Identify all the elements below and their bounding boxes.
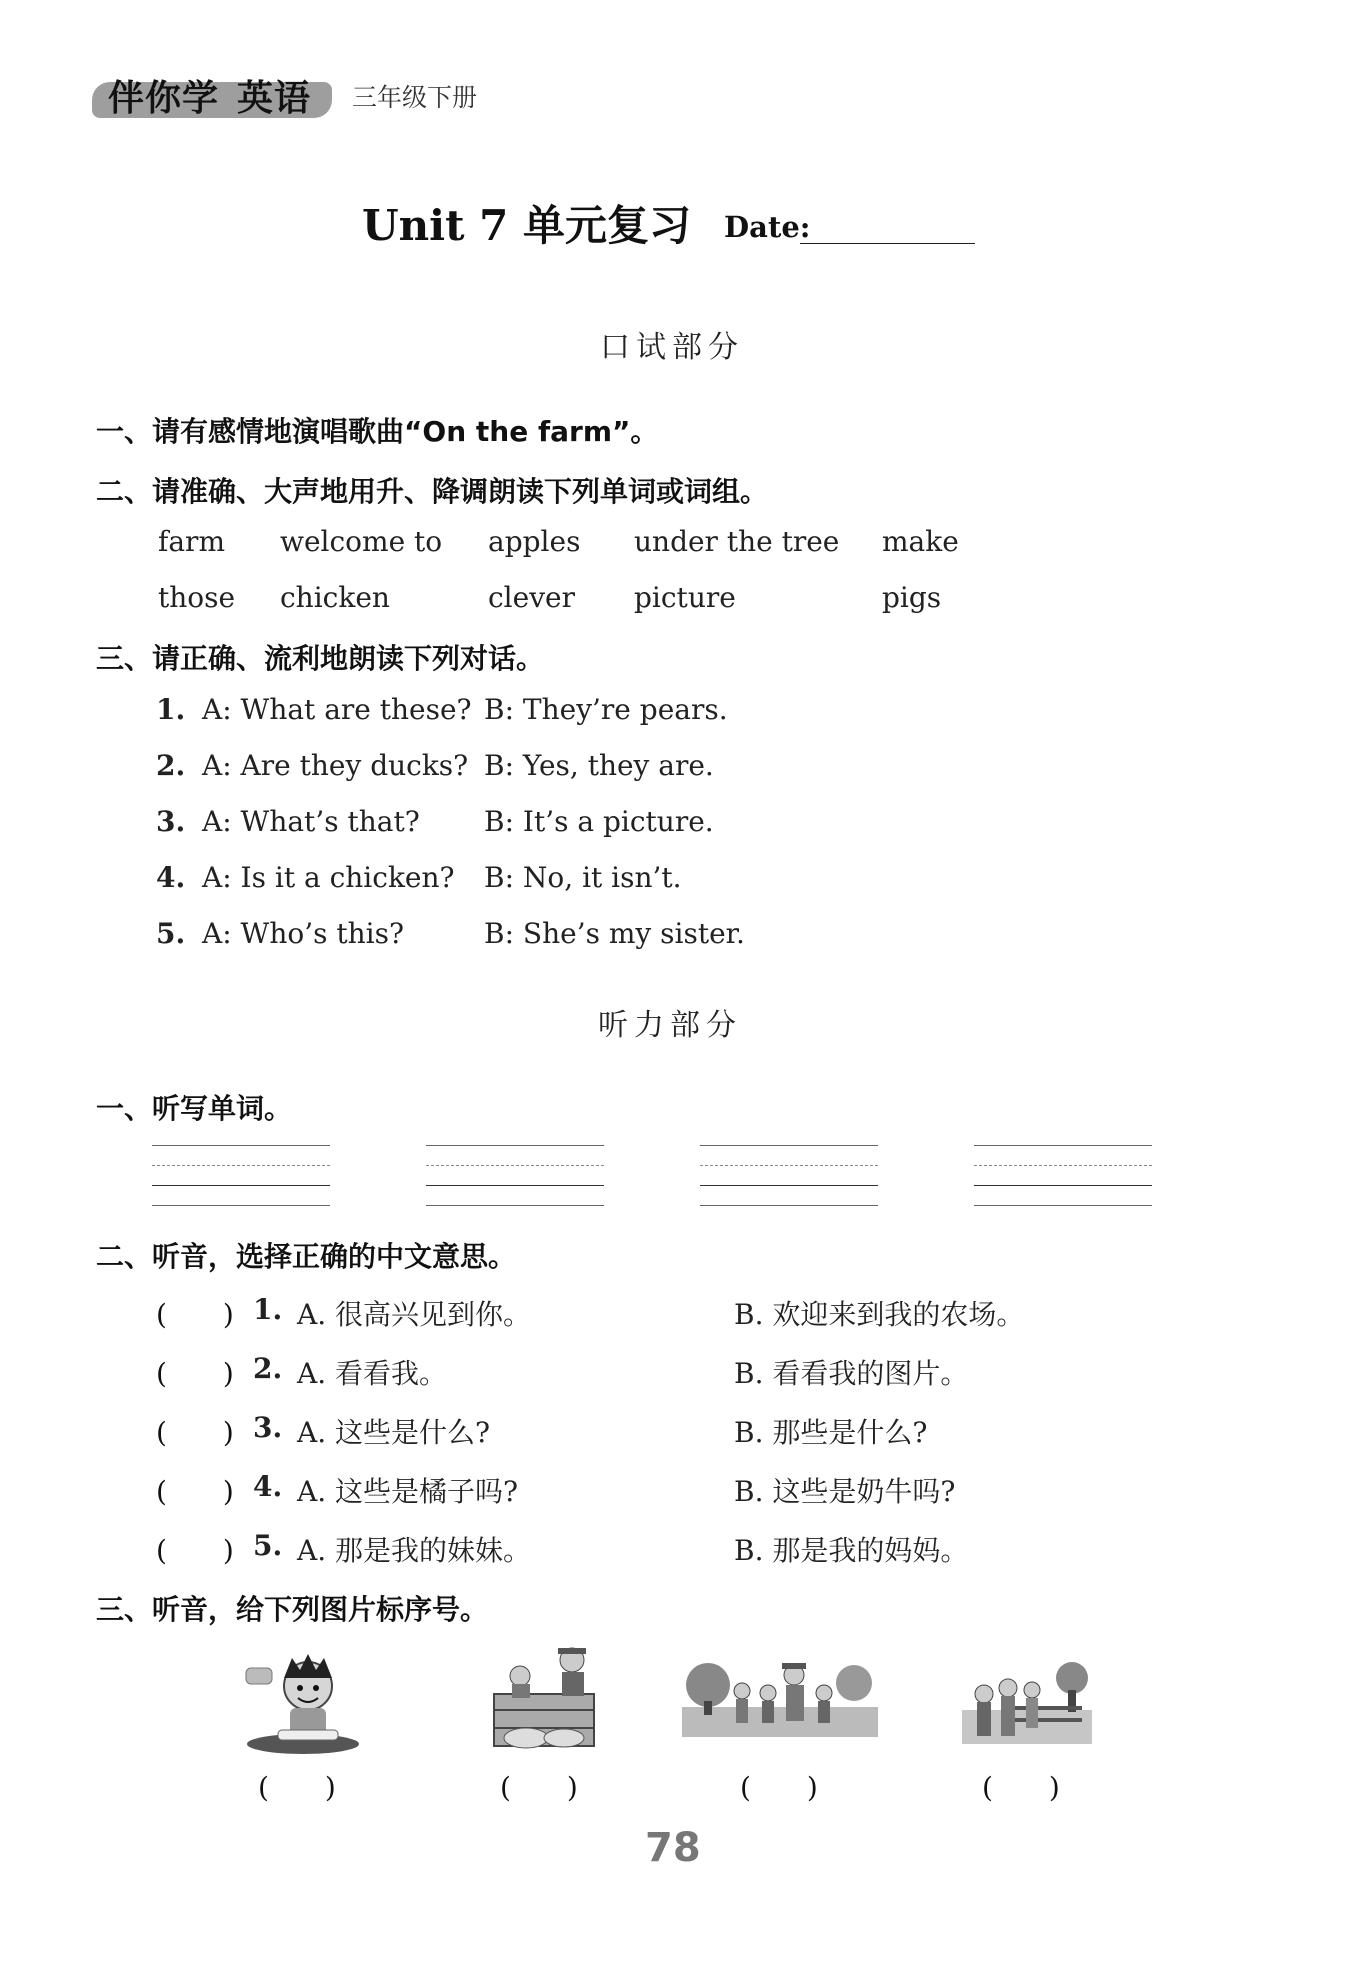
grade-subtitle: 三年级下册: [352, 83, 478, 112]
word-item: make: [882, 525, 959, 558]
date-label: Date:: [724, 210, 811, 244]
answer-parentheses[interactable]: ( ): [156, 1298, 234, 1331]
brand-right: 英语: [237, 78, 312, 119]
oral-section-title: 口试部分: [600, 330, 744, 365]
listening-q1-heading: 一、听写单词。: [96, 1092, 293, 1125]
answer-parentheses[interactable]: ( ): [156, 1416, 234, 1449]
item-number: 2.: [253, 1352, 283, 1385]
answer-parentheses[interactable]: ( ): [156, 1534, 234, 1567]
dialog-number: 3.: [156, 805, 186, 838]
dictation-writing-lines[interactable]: [974, 1145, 1152, 1207]
oral-q2-heading: 二、请准确、大声地用升、降调朗读下列单词或词组。: [96, 475, 769, 508]
word-item: picture: [634, 581, 736, 614]
dictation-writing-lines[interactable]: [700, 1145, 878, 1207]
dialog-answer: B: They’re pears.: [484, 693, 728, 726]
dialog-row: [156, 917, 745, 950]
dialog-number: 5.: [156, 917, 186, 950]
dialog-row: [156, 805, 714, 838]
option-a: A. 看看我。: [297, 1357, 448, 1390]
option-a: A. 很高兴见到你。: [297, 1298, 532, 1331]
answer-parentheses[interactable]: ( ): [156, 1475, 234, 1508]
dialog-row: [156, 749, 714, 782]
picture-answer-parentheses[interactable]: ( ): [258, 1771, 336, 1804]
dialog-question: A: Are they ducks?: [202, 749, 469, 782]
option-b: B. 那是我的妈妈。: [734, 1534, 969, 1567]
listening-q3-heading: 三、听音，给下列图片标序号。: [96, 1593, 489, 1626]
word-item: under the tree: [634, 525, 840, 558]
word-item: farm: [158, 525, 225, 558]
dialog-question: A: What’s that?: [202, 805, 420, 838]
date-blank-line[interactable]: [800, 243, 975, 244]
dialog-answer: B: No, it isn’t.: [484, 861, 682, 894]
picture-boy-eating-icon: [238, 1648, 368, 1756]
word-item: clever: [488, 581, 575, 614]
listening-q2-heading: 二、听音，选择正确的中文意思。: [96, 1240, 517, 1273]
dialog-question: A: Who’s this?: [202, 917, 405, 950]
page-title: Unit 7 单元复习: [362, 201, 691, 250]
brand-left: 伴你学: [108, 78, 220, 119]
dictation-writing-lines[interactable]: [152, 1145, 330, 1207]
picture-farmer-and-children-icon: [682, 1655, 878, 1739]
word-item: welcome to: [280, 525, 443, 558]
item-number: 3.: [253, 1411, 283, 1444]
word-item: apples: [488, 525, 581, 558]
dialog-number: 4.: [156, 861, 186, 894]
dictation-writing-lines[interactable]: [426, 1145, 604, 1207]
oral-q3-heading: 三、请正确、流利地朗读下列对话。: [96, 642, 545, 675]
answer-parentheses[interactable]: ( ): [156, 1357, 234, 1390]
item-number: 4.: [253, 1470, 283, 1503]
picture-answer-parentheses[interactable]: ( ): [500, 1771, 578, 1804]
dialog-answer: B: Yes, they are.: [484, 749, 714, 782]
oral-q1-heading: 一、请有感情地演唱歌曲“On the farm”。: [96, 415, 659, 448]
item-number: 1.: [253, 1293, 283, 1326]
dialog-answer: B: She’s my sister.: [484, 917, 745, 950]
dialog-question: A: Is it a chicken?: [202, 861, 455, 894]
listening-section-title: 听力部分: [598, 1008, 742, 1043]
option-b: B. 看看我的图片。: [734, 1357, 969, 1390]
option-a: A. 那是我的妹妹。: [297, 1534, 532, 1567]
page-number: 78: [645, 1825, 701, 1871]
dialog-row: [156, 693, 728, 726]
dialog-answer: B: It’s a picture.: [484, 805, 714, 838]
option-a: A. 这些是橘子吗?: [297, 1475, 519, 1508]
dialog-row: [156, 861, 682, 894]
dialog-question: A: What are these?: [202, 693, 472, 726]
brand-logo: [108, 70, 311, 121]
picture-answer-parentheses[interactable]: ( ): [982, 1771, 1060, 1804]
dialog-number: 2.: [156, 749, 186, 782]
option-b: B. 那些是什么?: [734, 1416, 928, 1449]
picture-answer-parentheses[interactable]: ( ): [740, 1771, 818, 1804]
picture-children-at-fence-icon: [962, 1660, 1092, 1746]
item-number: 5.: [253, 1529, 283, 1562]
word-item: pigs: [882, 581, 942, 614]
dialog-number: 1.: [156, 693, 186, 726]
option-b: B. 这些是奶牛吗?: [734, 1475, 956, 1508]
word-item: chicken: [280, 581, 390, 614]
word-item: those: [158, 581, 236, 614]
option-b: B. 欢迎来到我的农场。: [734, 1298, 1025, 1331]
picture-farm-animals-icon: [490, 1638, 602, 1756]
option-a: A. 这些是什么?: [297, 1416, 491, 1449]
